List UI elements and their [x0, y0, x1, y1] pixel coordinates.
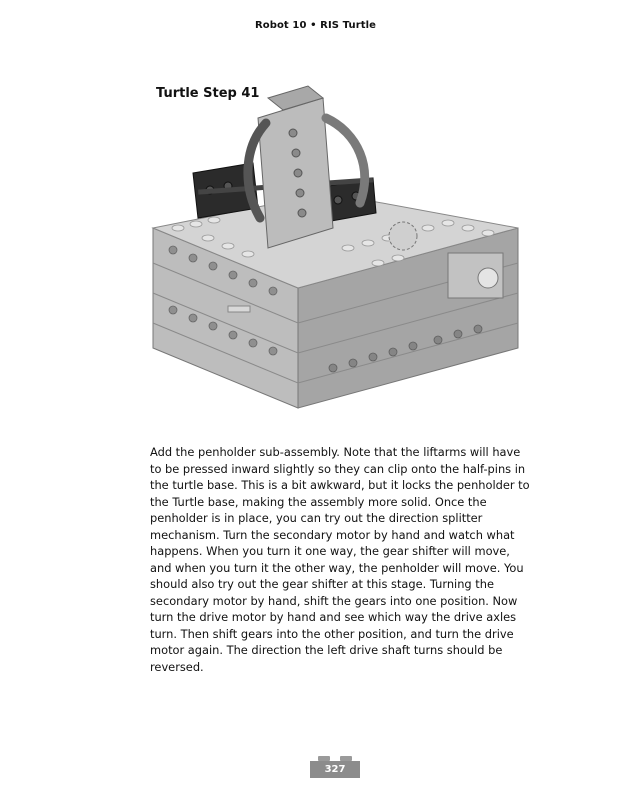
motor-shaft: [478, 268, 498, 288]
page-number: 327: [324, 764, 346, 775]
axle-pin: [228, 306, 250, 312]
instruction-paragraph: Add the penholder sub-assembly. Note that the liftarms will have to be pressed inward slightly so they can clip onto the half-pins in the turtle base. This is a bit awkward, but it locks the penholder to the Turtle base, making the assembly more solid. Once the penholder is in place, you can try out the direction splitter mechanism. Turn the secondary motor by hand and watch what happens. When you turn it one way, the gear shifter will move, and when you turn it the other way, the penholder will move. You should also try out the gear shifter at this stage. Turning the secondary motor by hand, shift the gears into one position. Now turn the drive motor by hand and see which way the drive axles turn. Then shift gears into the other position, and turn the drive motor again. The direction the left drive shaft turns should be reversed.: [150, 445, 530, 674]
lego-model-illustration: [148, 78, 528, 418]
gear: [389, 222, 417, 250]
running-head: Robot 10 • RIS Turtle: [254, 20, 377, 31]
step-title: Turtle Step 41: [156, 86, 260, 101]
page-number-badge: [310, 756, 360, 778]
